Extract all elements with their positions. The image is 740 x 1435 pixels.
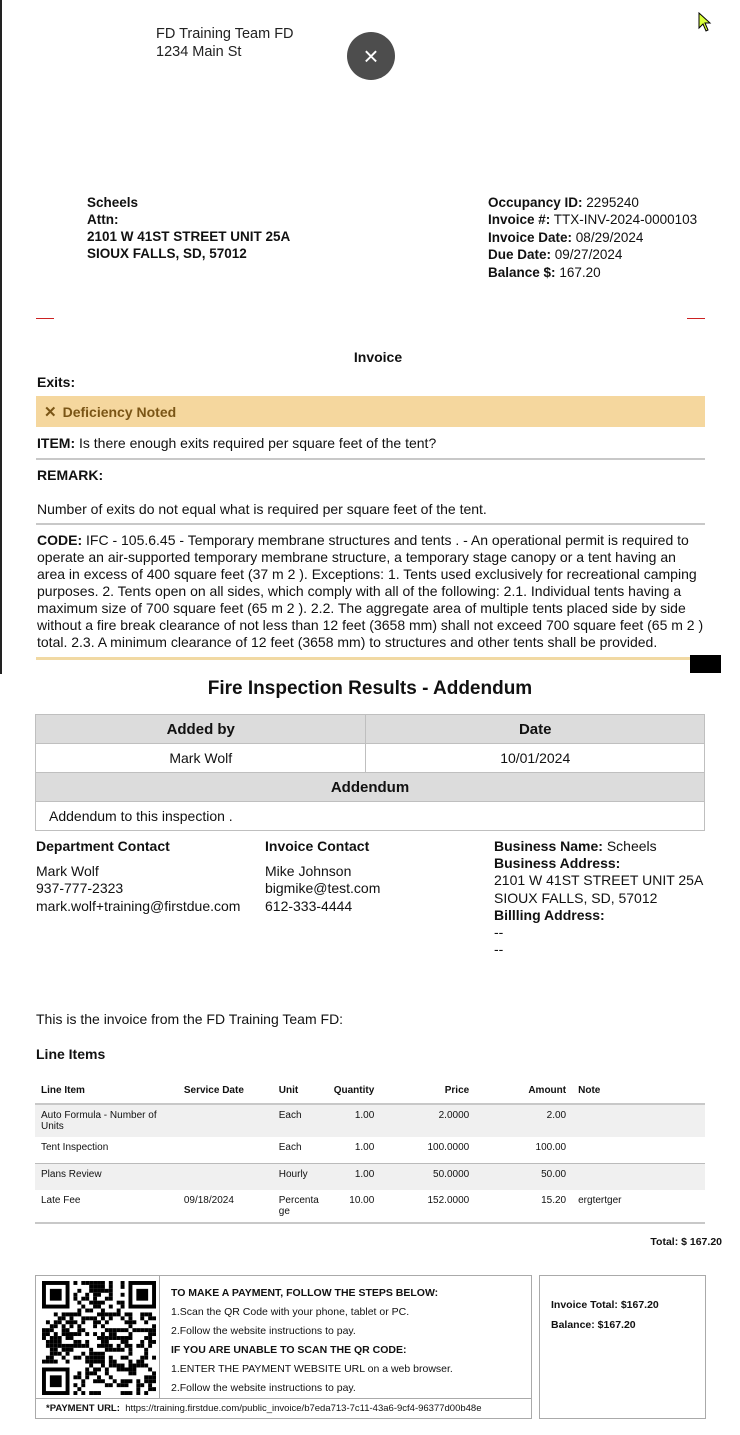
invoice-contact xyxy=(265,838,380,915)
close-icon: × xyxy=(363,40,379,71)
addendum-table xyxy=(35,714,705,831)
addendum-header: Addendum xyxy=(36,773,705,802)
col-note: Note xyxy=(578,1084,601,1096)
recipient-street: 2101 W 41ST STREET UNIT 25A xyxy=(87,229,291,244)
business-street: 2101 W 41ST STREET UNIT 25A xyxy=(494,872,704,889)
cell-price: 2.0000 xyxy=(438,1110,470,1121)
payment-url-link[interactable]: https://training.firstdue.com/public_invoice/b7eda713-7c11-43a6-9cf4-96377d00b48e xyxy=(125,1403,482,1414)
payment-box xyxy=(35,1275,532,1419)
cell-price: 100.0000 xyxy=(427,1142,470,1153)
mouse-cursor-icon xyxy=(698,12,712,32)
cell-item: Tent Inspection xyxy=(41,1142,109,1153)
invoice-date-value: 08/29/2024 xyxy=(575,229,644,245)
added-by-value: Mark Wolf xyxy=(36,744,366,773)
remark-text: Number of exits do not equal what is required per square feet of the tent. xyxy=(37,501,487,517)
payment-step-title-1: TO MAKE A PAYMENT, FOLLOW THE STEPS BELOW: xyxy=(171,1287,439,1299)
department-contact-name: Mark Wolf xyxy=(36,863,99,880)
payment-url-row xyxy=(46,1403,482,1414)
cell-date xyxy=(178,1104,273,1137)
balance-value: 167.20 xyxy=(559,264,601,280)
sender-name: FD Training Team FD xyxy=(156,26,294,42)
col-service-date: Service Date xyxy=(183,1084,244,1096)
cell-note xyxy=(572,1104,705,1137)
cell-amount: 15.20 xyxy=(541,1195,567,1206)
divider xyxy=(159,1276,160,1398)
date-value: 10/01/2024 xyxy=(366,744,705,773)
department-contact-phone: 937-777-2323 xyxy=(36,880,124,897)
invoice-contact-phone: 612-333-4444 xyxy=(265,897,353,914)
divider xyxy=(36,1398,531,1399)
deficiency-label: Deficiency Noted xyxy=(62,403,177,420)
deficiency-banner xyxy=(36,396,705,427)
col-price: Price xyxy=(444,1084,470,1096)
line-items-table xyxy=(35,1077,705,1224)
cell-unit: Hourly xyxy=(278,1169,308,1180)
payment-url-label: *PAYMENT URL: xyxy=(46,1403,120,1414)
billing-line-1: -- xyxy=(494,924,504,941)
cell-item: Auto Formula - Number of Units xyxy=(41,1110,157,1132)
cell-note: ergtertger xyxy=(578,1195,622,1206)
department-contact xyxy=(36,838,240,915)
qr-code-icon[interactable] xyxy=(42,1281,156,1395)
addendum-title: Fire Inspection Results - Addendum xyxy=(207,678,533,699)
table-row xyxy=(35,1137,705,1164)
cell-price: 50.0000 xyxy=(433,1169,470,1180)
invoice-number-value: TTX-INV-2024-0000103 xyxy=(553,212,698,228)
cell-note xyxy=(572,1137,705,1164)
cell-item: Plans Review xyxy=(41,1169,102,1180)
addendum-text: Addendum to this inspection . xyxy=(36,802,705,831)
cell-note xyxy=(572,1164,705,1191)
invoice-date-label: Invoice Date: xyxy=(488,229,573,245)
cell-date: 09/18/2024 xyxy=(183,1195,234,1206)
billing-line-2: -- xyxy=(494,941,504,958)
table-row xyxy=(35,1104,705,1137)
payment-step-title-2: IF YOU ARE UNABLE TO SCAN THE QR CODE: xyxy=(171,1344,407,1356)
cell-qty: 1.00 xyxy=(354,1142,375,1153)
invoice-meta xyxy=(488,194,697,281)
close-button[interactable] xyxy=(347,32,395,80)
recipient-name: Scheels xyxy=(87,195,139,210)
payment-step: 1.Scan the QR Code with your phone, tablet or PC. xyxy=(171,1306,410,1318)
business-name-label: Business Name: xyxy=(494,838,603,854)
occupancy-value: 2295240 xyxy=(586,195,639,210)
cursor-overlay xyxy=(690,655,721,673)
cell-unit: Each xyxy=(278,1142,302,1153)
summary-balance: Balance: $167.20 xyxy=(551,1319,636,1331)
balance-label: Balance $: xyxy=(488,264,556,280)
payment-step: 2.Follow the website instructions to pay. xyxy=(171,1382,356,1394)
cell-qty: 1.00 xyxy=(354,1169,375,1180)
cell-date xyxy=(178,1137,273,1164)
sender-address: 1234 Main St xyxy=(156,44,242,60)
invoice-contact-email: bigmike@test.com xyxy=(265,880,381,897)
invoice-title: Invoice xyxy=(353,349,403,365)
divider xyxy=(36,523,705,525)
payment-step: 1.ENTER THE PAYMENT WEBSITE URL on a web browser. xyxy=(171,1363,453,1375)
business-info xyxy=(494,838,703,958)
business-address-label: Business Address: xyxy=(494,855,621,872)
col-line-item: Line Item xyxy=(41,1084,85,1096)
code-label: CODE: xyxy=(37,532,83,548)
item-label: ITEM: xyxy=(37,435,76,451)
payment-instructions xyxy=(171,1284,526,1398)
remark-label: REMARK: xyxy=(37,467,104,483)
item-row xyxy=(37,435,436,451)
due-date-label: Due Date: xyxy=(488,247,552,263)
department-contact-title: Department Contact xyxy=(36,838,170,854)
section-underline xyxy=(36,657,705,660)
col-unit: Unit xyxy=(278,1084,299,1096)
business-city: SIOUX FALLS, SD, 57012 xyxy=(494,889,658,906)
recipient-attn: Attn: xyxy=(87,212,119,227)
cell-price: 152.0000 xyxy=(427,1195,470,1206)
recipient-city: SIOUX FALLS, SD, 57012 xyxy=(87,246,247,261)
code-text: IFC - 105.6.45 - Temporary membrane structures and tents . - An operational permit is required to operate an air-supported temporary membrane structure, a temporary stage canopy or a tent having an area in excess of 400 square feet (37 m 2 ). Exceptions: 1. Tents used exclusively for recreational camping purposes. 2. Tents open on all sides, which comply with all of the following: 2.1. Individual tents having a maximum size of 700 square feet (65 m 2 ). 2.2. The aggregate area of multiple tents placed side by side without a fire break clearance of not less than 12 feet (3658 mm) shall not exceed 700 square feet (65 m 2 ) total. 2.3. A minimum clearance of 12 feet (3658 mm) to structures and other tents shall be provided. xyxy=(37,532,704,650)
cell-unit: Percentage xyxy=(278,1195,319,1217)
invoice-contact-name: Mike Johnson xyxy=(265,863,352,880)
divider xyxy=(36,458,705,460)
cell-item: Late Fee xyxy=(41,1195,81,1206)
section-exits: Exits: xyxy=(37,374,76,390)
payment-step: 2.Follow the website instructions to pay. xyxy=(171,1325,356,1337)
department-contact-email: mark.wolf+training@firstdue.com xyxy=(36,897,241,914)
recipient-block xyxy=(87,194,290,262)
x-icon: ✕ xyxy=(44,403,57,421)
item-text: Is there enough exits required per square feet of the tent? xyxy=(79,435,437,451)
invoice-number-label: Invoice #: xyxy=(488,212,551,228)
col-quantity: Quantity xyxy=(333,1084,375,1096)
summary-box xyxy=(539,1275,706,1419)
business-name-value: Scheels xyxy=(606,838,657,854)
billing-address-label: Billling Address: xyxy=(494,906,605,923)
invoice-total: Invoice Total: $167.20 xyxy=(551,1299,659,1311)
due-date-value: 09/27/2024 xyxy=(554,247,623,263)
table-row xyxy=(35,1190,705,1223)
page-edge xyxy=(0,0,2,674)
table-row xyxy=(35,1164,705,1191)
total-text: Total: $ 167.20 xyxy=(650,1236,722,1248)
intro-text: This is the invoice from the FD Training Team FD: xyxy=(36,1011,344,1027)
cell-date xyxy=(178,1164,273,1191)
cell-amount: 2.00 xyxy=(546,1110,567,1121)
sender-block xyxy=(156,25,294,61)
added-by-header: Added by xyxy=(36,715,366,744)
fold-mark-right xyxy=(687,318,705,319)
cell-amount: 100.00 xyxy=(535,1142,567,1153)
line-items-title: Line Items xyxy=(36,1046,106,1062)
occupancy-label: Occupancy ID: xyxy=(488,195,583,210)
cell-unit: Each xyxy=(278,1110,302,1121)
code-block xyxy=(37,532,705,651)
cell-qty: 10.00 xyxy=(349,1195,375,1206)
date-header: Date xyxy=(366,715,705,744)
cell-amount: 50.00 xyxy=(541,1169,567,1180)
col-amount: Amount xyxy=(528,1084,567,1096)
fold-mark-left xyxy=(36,318,54,319)
cell-qty: 1.00 xyxy=(354,1110,375,1121)
invoice-contact-title: Invoice Contact xyxy=(265,838,370,854)
